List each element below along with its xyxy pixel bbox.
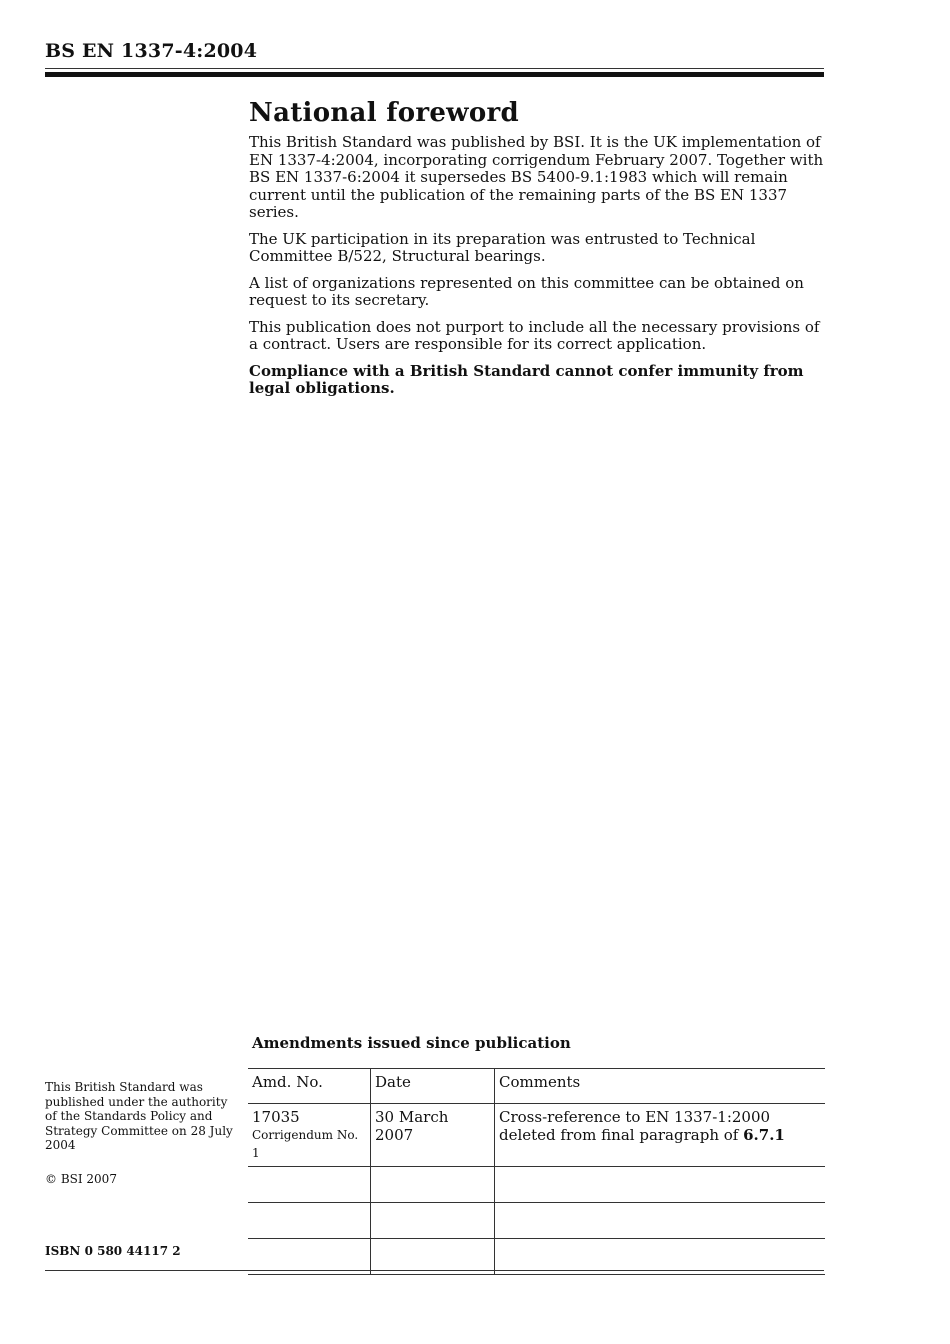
- national-foreword-section: [249, 98, 824, 407]
- amd-date-cell: 30 March 2007: [371, 1104, 495, 1167]
- table-row-empty: [248, 1203, 825, 1239]
- amd-corrigendum-note: Corrigendum No. 1: [252, 1128, 359, 1160]
- amendments-table: [248, 1068, 825, 1275]
- amd-no-cell: [248, 1104, 371, 1167]
- foreword-paragraph-1: This British Standard was published by BSI. It is the UK implementation of EN 1337-4:2004, incorporating corrigendum February 2007. Together with BS EN 1337-6:2004 it supersedes BS 5400-9.1:1983 which will remain current until the publication of the remaining parts of the BS EN 1337 series.: [249, 133, 824, 221]
- column-header-amd-no: Amd. No.: [248, 1069, 371, 1104]
- foreword-paragraph-4: This publication does not purport to include all the necessary provisions of a contract. Users are responsible for its correct application.: [249, 317, 820, 353]
- amd-comment-text: Cross-reference to EN 1337-1:2000 deleted from final paragraph of: [499, 1108, 771, 1144]
- header-rule-thick: [45, 72, 824, 77]
- document-code: BS EN 1337-4:2004: [45, 40, 258, 62]
- amd-comment-clause: 6.7.1: [743, 1126, 785, 1144]
- copyright-notice: © BSI 2007: [45, 1172, 117, 1186]
- isbn-number: ISBN 0 580 44117 2: [45, 1244, 181, 1258]
- foreword-paragraph-2: The UK participation in its preparation was entrusted to Technical Committee B/522, Structural bearings.: [249, 229, 756, 265]
- foreword-heading: National foreword: [249, 98, 519, 128]
- amd-comment-cell: [495, 1104, 826, 1167]
- footer-rule: [45, 1270, 824, 1271]
- header-rule-thin: [45, 68, 824, 69]
- table-row: [248, 1104, 825, 1167]
- foreword-paragraph-3: A list of organizations represented on this committee can be obtained on request to its secretary.: [249, 273, 804, 309]
- column-header-date: Date: [371, 1069, 495, 1104]
- amd-number: 17035: [252, 1108, 300, 1126]
- amendments-title: Amendments issued since publication: [252, 1034, 571, 1052]
- publication-authority-note: This British Standard was published under the authority of the Standards Policy and Strategy Committee on 28 July 2004: [45, 1080, 233, 1152]
- compliance-statement: Compliance with a British Standard cannot confer immunity from legal obligations.: [249, 361, 804, 397]
- column-header-comments: Comments: [495, 1069, 826, 1104]
- table-header-row: [248, 1069, 825, 1104]
- table-row-empty: [248, 1167, 825, 1203]
